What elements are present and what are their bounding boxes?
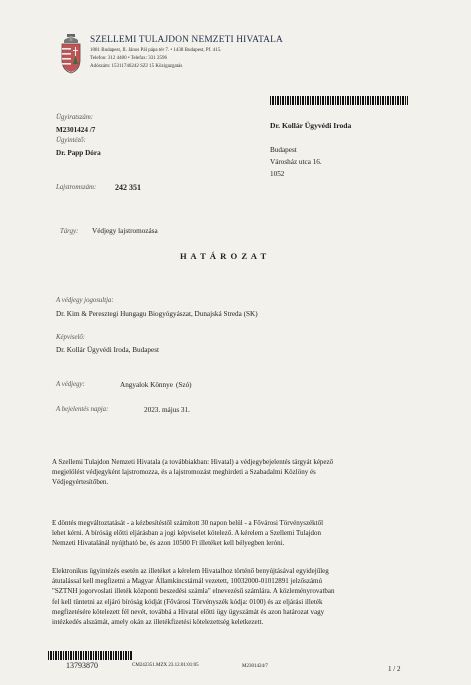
mark-type: (Szó) [176,381,192,389]
paragraph-line: Védjegyértesítőben. [52,478,109,487]
file-number: M2301424 /7 [56,126,96,134]
page-number: 1 / 2 [388,665,401,673]
mark-value: Angyalok Könnye [120,381,173,389]
office-phone: Telefon: 312 4400 • Telefax: 331 2596 [90,56,168,61]
representative-value: Dr. Kollár Ügyvédi Iroda, Budapest [56,346,159,354]
recipient-name: Dr. Kollár Ügyvédi Iroda [270,121,352,130]
office-name: SZELLEMI TULAJDON NEMZETI HIVATALA [90,35,283,45]
recipient-street: Városház utca 16. [270,158,322,166]
file-number-label: Ügyiratszám: [56,114,94,121]
paragraph-line: átutalással kell megfizetni a Magyar Államkincstárnál vezetett, 10032000-01012891 jelzőszámú [52,577,322,586]
filing-label: A bejelentés napja: [56,406,109,413]
handler-label: Ügyintéző: [56,137,86,144]
holder-label: A védjegy jogosultja: [56,297,114,304]
decision-title: H A T Á R O Z A T [180,251,268,261]
recipient-zip: 1052 [270,170,285,178]
recipient-city: Budapest [270,146,297,154]
paragraph-appeal [52,518,442,549]
paragraph-line: megjelölést védjegyként lajstromozza, és a lajstromozást meghirdeti a Szabadalmi Közlöny és [52,468,316,477]
representative-label: Képviselő: [56,334,86,341]
paragraph-line: Nemzeti Hivatalánál nyújtható be, és azon 10500 Ft illetéket kell bélyegben leróni. [52,539,285,548]
subject-label: Tárgy: [60,228,79,235]
paragraph-payment [52,566,442,627]
office-address: 1081 Budapest, II. János Pál pápa tér 7. • 1438 Budapest, Pf. 415. [90,48,222,53]
registry-label: Lajstromszám: [56,184,97,191]
registry-number: 242 351 [115,183,141,192]
coat-of-arms-icon [58,34,84,74]
mark-label: A védjegy: [56,381,85,388]
paragraph-decision [52,457,442,488]
holder-value: Dr. Kim & Peresztegi Hungagu Biogyógyászat, Dunajská Streda (SK) [56,310,258,318]
filing-date: 2023. május 31. [144,406,190,414]
handler-name: Dr. Papp Dóra [56,149,101,157]
barcode-icon [270,96,408,105]
paragraph-line: lehet kérni. A bíróság előtti eljárásban a jogi képviselet kötelező. A kérelem a Szellemi Tulajdon [52,529,322,538]
footer-doc-code: CM242351.MZX 23.12.01:01:05 [132,663,199,668]
paragraph-line: intézkedés alszámát, amely okán az illetékfizetési kötelezettség keletkezett. [52,618,264,627]
office-tax-id: Adószám: 15311746242 SZJ 15 Közigazgatás [90,64,183,69]
footer-case-code: M2301424/7 [242,664,268,669]
footer-barcode-number: 13793870 [66,661,98,670]
paragraph-line: A Szellemi Tulajdon Nemzeti Hivatala (a továbbiakban: Hivatal) a védjegybejelentés tárgyát képező [52,458,334,466]
subject-text: Védjegy lajstromozása [92,227,158,235]
paragraph-line: Elektronikus ügyintézés esetén az illetéket a kérelem Hivatalhoz történő benyújtásával egyidejűleg [52,567,329,575]
paragraph-line: fel kell tüntetni az eljáró bíróság kódját (Fővárosi Törvényszék kódja: 0100) és az eljárási illeték [52,597,323,606]
paragraph-line: megfizetésére kötelezett fél nevét, továbbá a Hivatal előtti ügy ügyszámát és azon határozat vagy [52,607,325,616]
paragraph-line: "SZTNH jogorvoslati illeték központi beszedési számla" elnevezésű számlára. A közleményrovatban [52,587,335,596]
barcode-icon [48,651,132,660]
paragraph-line: E döntés megváltoztatását - a kézbesítéstől számított 30 napon belül - a Fővárosi Törvényszéktől [52,519,324,527]
